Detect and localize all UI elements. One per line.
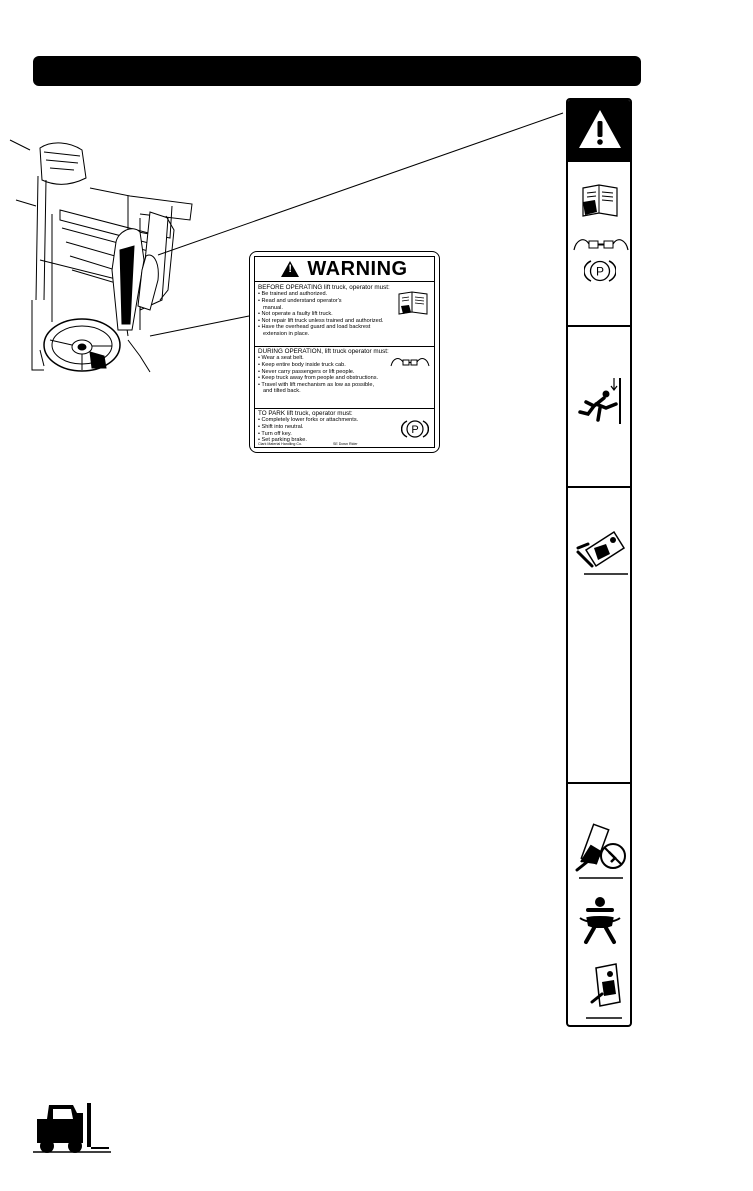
warning-triangle-icon xyxy=(281,261,299,277)
forklift-logo-icon xyxy=(33,1103,115,1155)
list-item: • Turn off key. xyxy=(258,430,292,437)
tipover-icon xyxy=(574,524,628,576)
list-item: • Shift into neutral. xyxy=(258,424,304,430)
list-item: extension in place. xyxy=(263,330,310,337)
label-section-to-park: TO PARK lift truck, operator must: • Completely lower forks or attachments. • Shift into neutral. • Turn off key. • Set parking brake. P xyxy=(255,408,434,452)
list-item: • Read and understand operator's xyxy=(258,298,342,304)
seatbelt-icon xyxy=(576,896,624,946)
list-item: • Not repair lift truck unless trained and authorized. xyxy=(258,317,384,324)
read-manual-icon xyxy=(579,182,621,220)
side-divider xyxy=(568,325,630,327)
list-item: and tilted back. xyxy=(263,388,301,395)
list-item: • Set parking brake. xyxy=(258,437,307,444)
side-divider xyxy=(568,782,630,784)
side-safety-strip xyxy=(566,98,632,1027)
warning-label xyxy=(249,251,440,453)
no-jumping-icon xyxy=(573,822,629,880)
list-item: • Have the overhead guard and load backrest xyxy=(258,324,371,331)
crush-hazard-icon xyxy=(576,376,626,426)
list-item: manual. xyxy=(263,304,283,311)
list-item: • Not operate a faulty lift truck. xyxy=(258,311,333,318)
label-section-before-operating: BEFORE OPERATING lift truck, operator must: • Be trained and authorized. • Read and understand operator's manual. • Not operate a faulty lift truck. • Not repair lift truck unless trained and authorized. • Have the overhead guard and load backrest extension in place. xyxy=(255,282,434,347)
side-strip-header xyxy=(568,100,630,162)
label-section-during-operation: DURING OPERATION, lift truck operator must: • Wear a seat belt. • Keep entire body inside truck cab. • Never carry passengers or lift people. • Keep truck away from people and obstructions. • Travel with lift mechanism as low as possible, and tilted back. xyxy=(255,346,434,409)
stay-in-cab-icon xyxy=(582,962,624,1020)
list-item: • Be trained and authorized. xyxy=(258,291,328,298)
seatbelt-buckle-icon xyxy=(572,234,630,254)
parking-brake-icon xyxy=(401,418,429,440)
label-footer-manufacturer: Clark Material Handling Co. xyxy=(258,442,302,446)
list-item: • Keep entire body inside truck cab. xyxy=(258,362,346,368)
seatbelt-buckle-icon xyxy=(389,354,431,370)
list-item: • Travel with lift mechanism as low as possible, xyxy=(258,381,375,388)
list-item: • Keep truck away from people and obstructions. xyxy=(258,375,379,382)
warning-triangle-icon xyxy=(577,108,623,150)
svg-text:P: P xyxy=(595,264,605,279)
side-divider xyxy=(568,486,630,488)
parking-brake-icon xyxy=(584,258,616,284)
label-footer-model: SE Down Rider xyxy=(333,442,358,446)
read-manual-icon xyxy=(397,290,429,318)
list-item: • Wear a seat belt. xyxy=(258,355,304,362)
svg-text:P: P xyxy=(411,424,419,436)
list-item: • Completely lower forks or attachments. xyxy=(258,417,359,424)
warning-label-title: ! WARNING xyxy=(255,257,434,282)
list-item: • Never carry passengers or lift people. xyxy=(258,368,355,375)
